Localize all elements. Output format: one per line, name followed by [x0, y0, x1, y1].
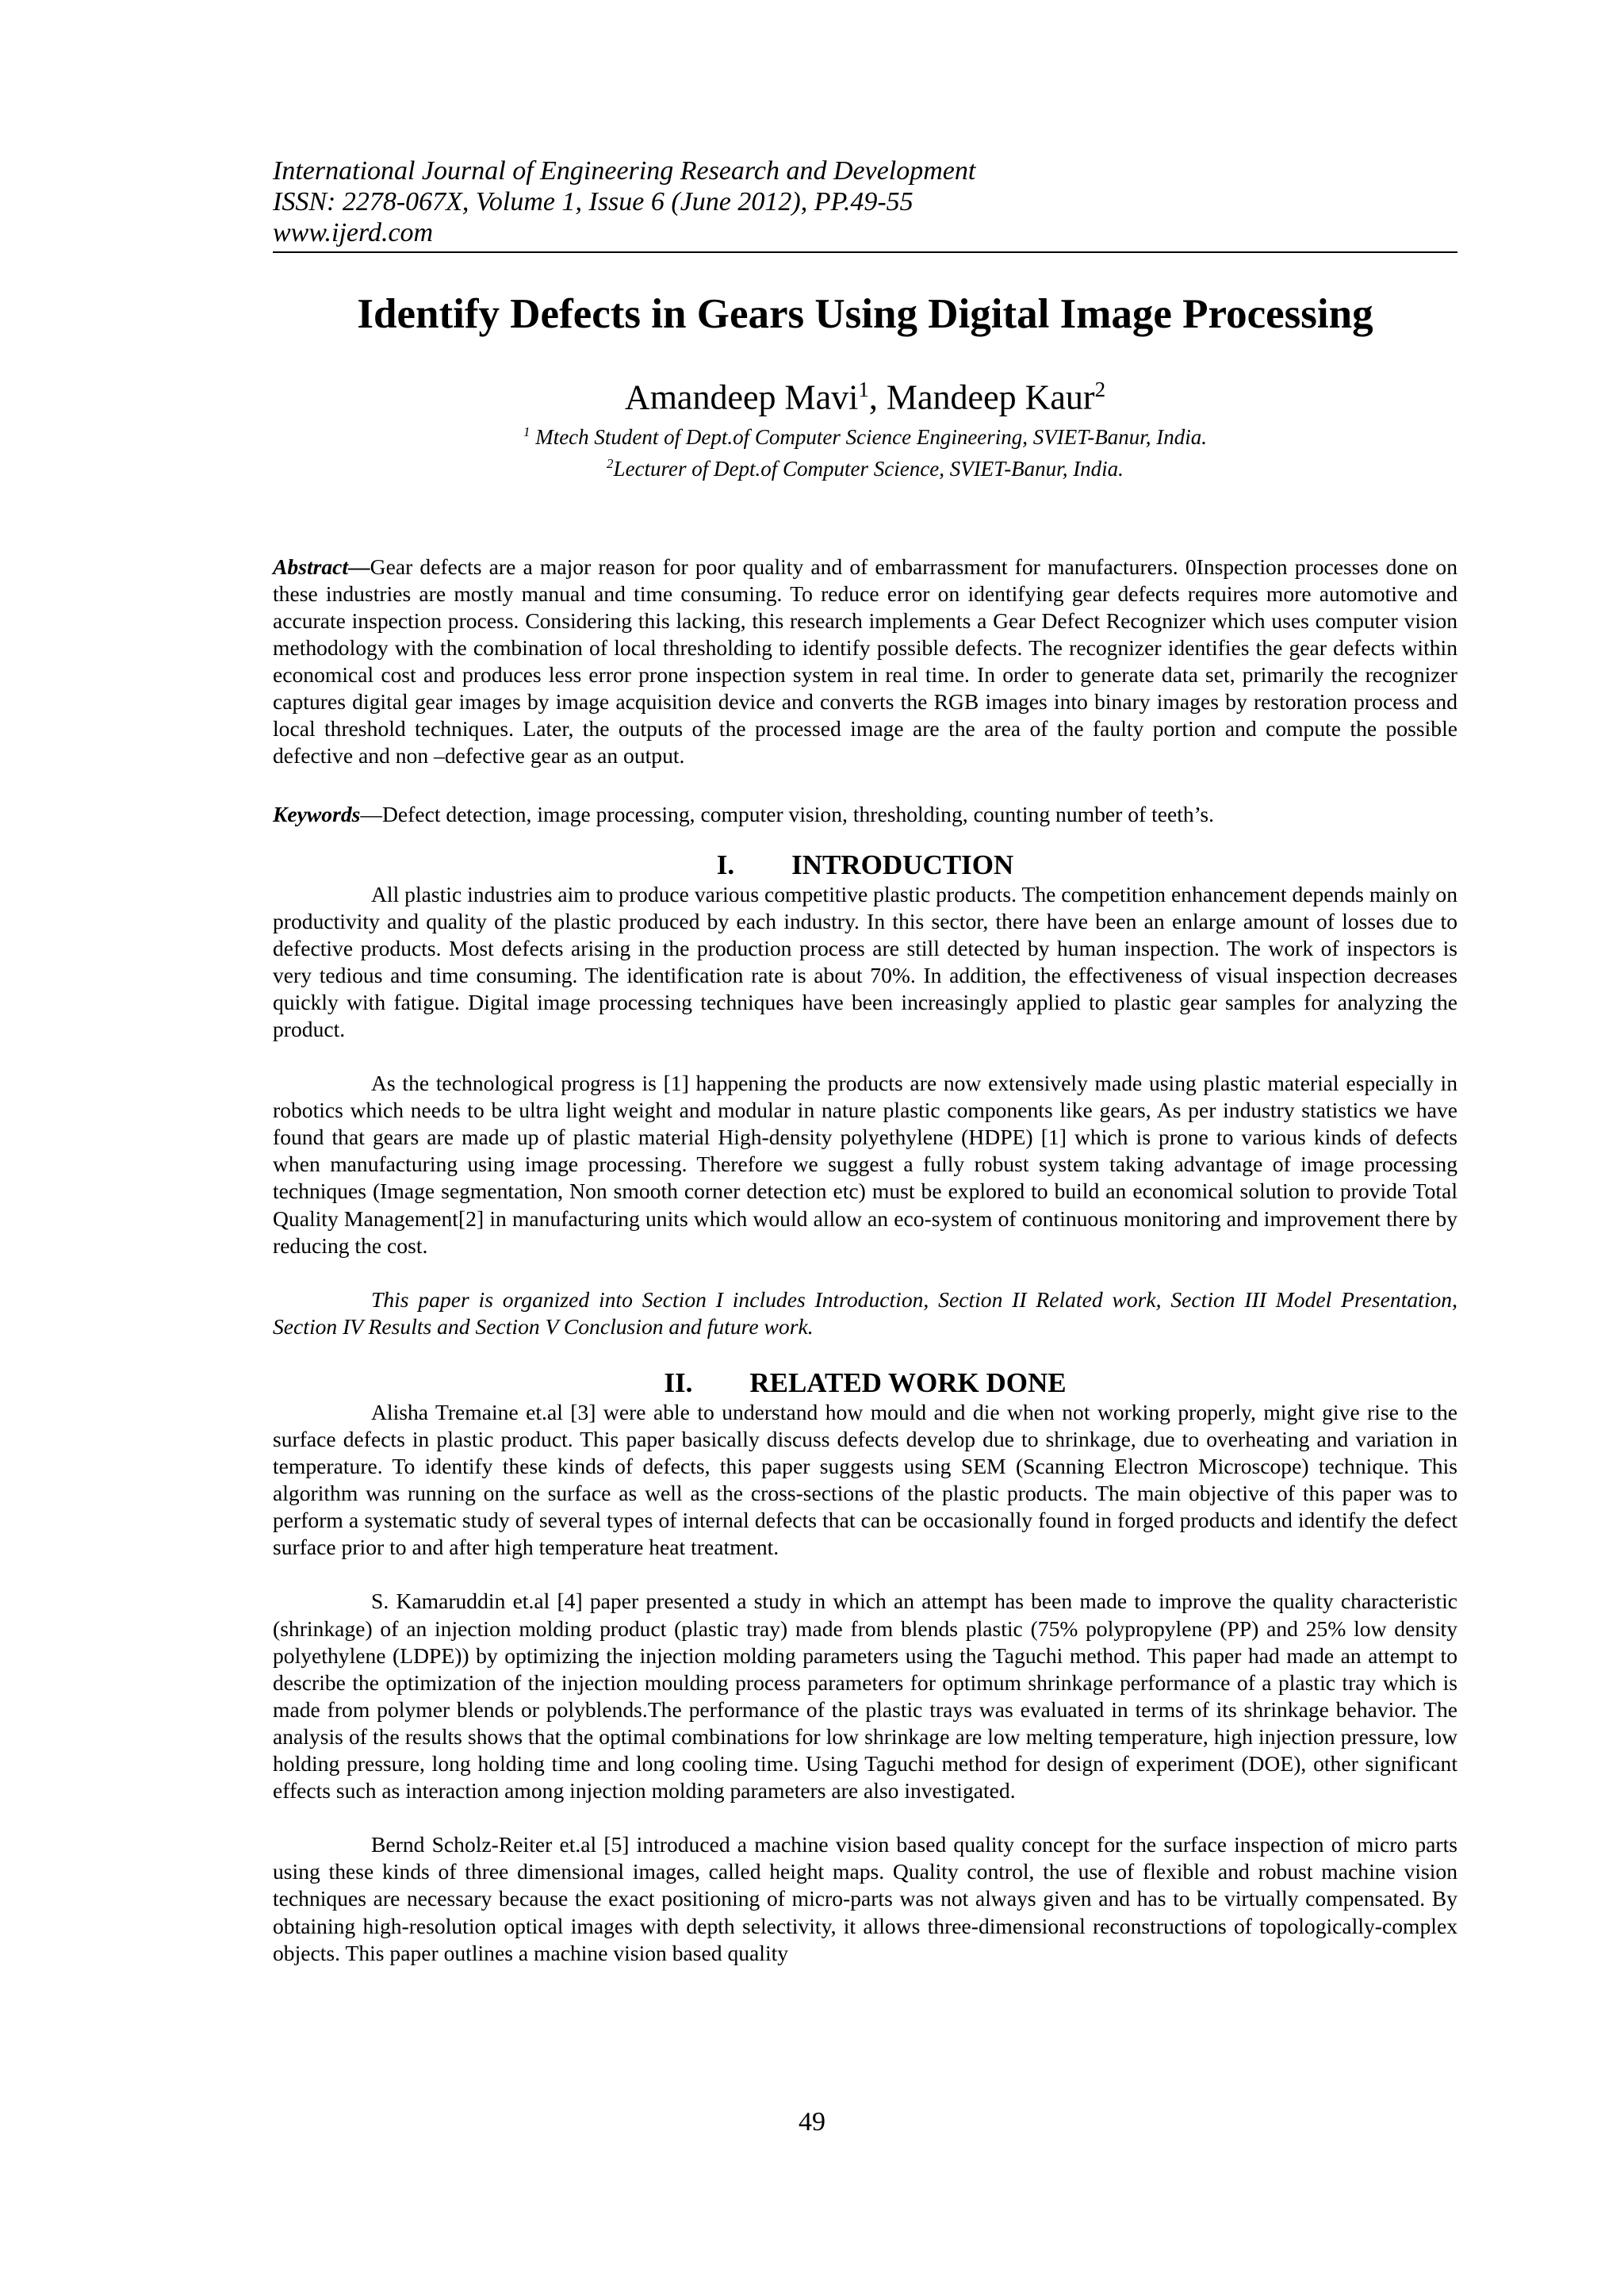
- affiliation-1: [273, 419, 1457, 450]
- keywords-label: Keywords: [273, 802, 361, 827]
- author-affiliation-mark: 2: [1094, 378, 1106, 401]
- abstract: [273, 554, 1457, 770]
- section-heading-introduction: [273, 849, 1457, 881]
- affiliation-text: Lecturer of Dept.of Computer Science, SVIET-Banur, India.: [613, 456, 1124, 481]
- section-number: II.: [664, 1366, 693, 1398]
- journal-header: [273, 155, 1457, 253]
- journal-name: International Journal of Engineering Research and Development: [273, 156, 976, 186]
- author-separator: ,: [868, 378, 887, 417]
- page-content: [273, 155, 1457, 1967]
- related-paragraph-2: S. Kamaruddin et.al [4] paper presented a study in which an attempt has been made to improve the quality characteristic (shrinkage) of an injection molding product (plastic tray) made from blends plastic (75% polypropylene (PP) and 25% low density polyethylene (LDPE)) by optimizing the injection molding parameters using the Taguchi method. This paper had made an attempt to describe the optimization of the injection moulding process parameters for optimum shrinkage performance of a plastic tray which is made from polymer blends or polyblends.The performance of the plastic trays was evaluated in terms of its shrinkage behavior. The analysis of the results shows that the optimal combinations for low shrinkage are low melting temperature, high injection pressure, low holding pressure, long holding time and long cooling time. Using Taguchi method for design of experiment (DOE), other significant effects such as interaction among injection molding parameters are also investigated.: [273, 1589, 1457, 1803]
- intro-paragraph-3: This paper is organized into Section I includes Introduction, Section II Related work, Section III Model Presentation, Section IV Results and Section V Conclusion and future work.: [273, 1286, 1457, 1339]
- affiliation-text: Mtech Student of Dept.of Computer Science Engineering, SVIET-Banur, India.: [530, 424, 1208, 449]
- section-number: I.: [716, 849, 735, 880]
- journal-issn: ISSN: 2278-067X, Volume 1, Issue 6 (June 2012), PP.49-55: [273, 187, 914, 217]
- related-paragraph-1: Alisha Tremaine et.al [3] were able to understand how mould and die when not working properly, might give rise to the surface defects in plastic product. This paper basically discuss defects develop due to shrinkage, due to overheating and variation in temperature. To identify these kinds of defects, this paper suggests using SEM (Scanning Electron Microscope) technique. This algorithm was running on the surface as well as the cross-sections of the plastic products. The main objective of this paper was to perform a systematic study of several types of internal defects that can be occasionally found in forged products and identify the defect surface prior to and after high temperature heat treatment.: [273, 1399, 1457, 1560]
- affiliation-2: [273, 450, 1457, 482]
- affiliation-mark: 1: [523, 424, 530, 439]
- section-title: INTRODUCTION: [791, 849, 1014, 880]
- abstract-text: Gear defects are a major reason for poor quality and of embarrassment for manufacturers. 0Inspection processes done on these industries are mostly manual and time consuming. To reduce error on identifying gear defects requires more automotive and accurate inspection process. Considering this lacking, this research implements a Gear Defect Recognizer which uses computer vision methodology with the combination of local thresholding to identify possible defects. The recognizer identifies the gear defects within economical cost and produces less error prone inspection system in real time. In order to generate data set, primarily the recognizer captures digital gear images by image acquisition device and converts the RGB images into binary images by restoration process and local threshold techniques. Later, the outputs of the processed image are the area of the faulty portion and compute the possible defective and non –defective gear as an output.: [273, 554, 1457, 769]
- author-name: Amandeep Mavi: [624, 378, 859, 417]
- header-rule: [273, 251, 1457, 253]
- paper-title: Identify Defects in Gears Using Digital Image Processing: [357, 291, 1373, 337]
- related-paragraph-3: Bernd Scholz-Reiter et.al [5] introduced a machine vision based quality concept for the surface inspection of micro parts using these kinds of three dimensional images, called height maps. Quality control, the use of flexible and robust machine vision techniques are necessary because the exact positioning of micro-parts was not always given and has to be virtually compensated. By obtaining high-resolution optical images with depth selectivity, it allows three-dimensional reconstructions of topologically-complex objects. This paper outlines a machine vision based quality: [273, 1832, 1457, 1965]
- intro-paragraph-2: As the technological progress is [1] happening the products are now extensively made using plastic material especially in robotics which needs to be ultra light weight and modular in nature plastic components like gears, As per industry statistics we have found that gears are made up of plastic material High-density polyethylene (HDPE) [1] which is prone to various kinds of defects when manufacturing using image processing. Therefore we suggest a fully robust system taking advantage of image processing techniques (Image segmentation, Non smooth corner detection etc) must be explored to build an economical solution to provide Total Quality Management[2] in manufacturing units which would allow an eco-system of continuous monitoring and improvement there by reducing the cost.: [273, 1071, 1457, 1258]
- author-affiliation-mark: 1: [858, 378, 869, 401]
- abstract-label: Abstract: [273, 554, 349, 579]
- section-heading-related-work: [273, 1367, 1457, 1399]
- journal-website: www.ijerd.com: [273, 218, 434, 247]
- keywords-dash: —: [360, 802, 382, 827]
- abstract-dash: —: [348, 554, 370, 579]
- author-name: Mandeep Kaur: [886, 378, 1095, 417]
- intro-paragraph-1: All plastic industries aim to produce various competitive plastic products. The competition enhancement depends mainly on productivity and quality of the plastic produced by each industry. In this sector, there have been an enlarge amount of losses due to defective products. Most defects arising in the production process are still detected by human inspection. The work of inspectors is very tedious and time consuming. The identification rate is about 70%. In addition, the effectiveness of visual inspection decreases quickly with fatigue. Digital image processing techniques have been increasingly applied to plastic gear samples for analyzing the product.: [273, 881, 1457, 1041]
- keywords: [273, 801, 1457, 828]
- affiliation-mark: 2: [607, 455, 614, 471]
- section-title: RELATED WORK DONE: [749, 1366, 1067, 1398]
- page-number: 49: [799, 2107, 825, 2137]
- keywords-text: Defect detection, image processing, computer vision, thresholding, counting number of teeth’s.: [381, 802, 1215, 827]
- paper-authors: [273, 369, 1457, 419]
